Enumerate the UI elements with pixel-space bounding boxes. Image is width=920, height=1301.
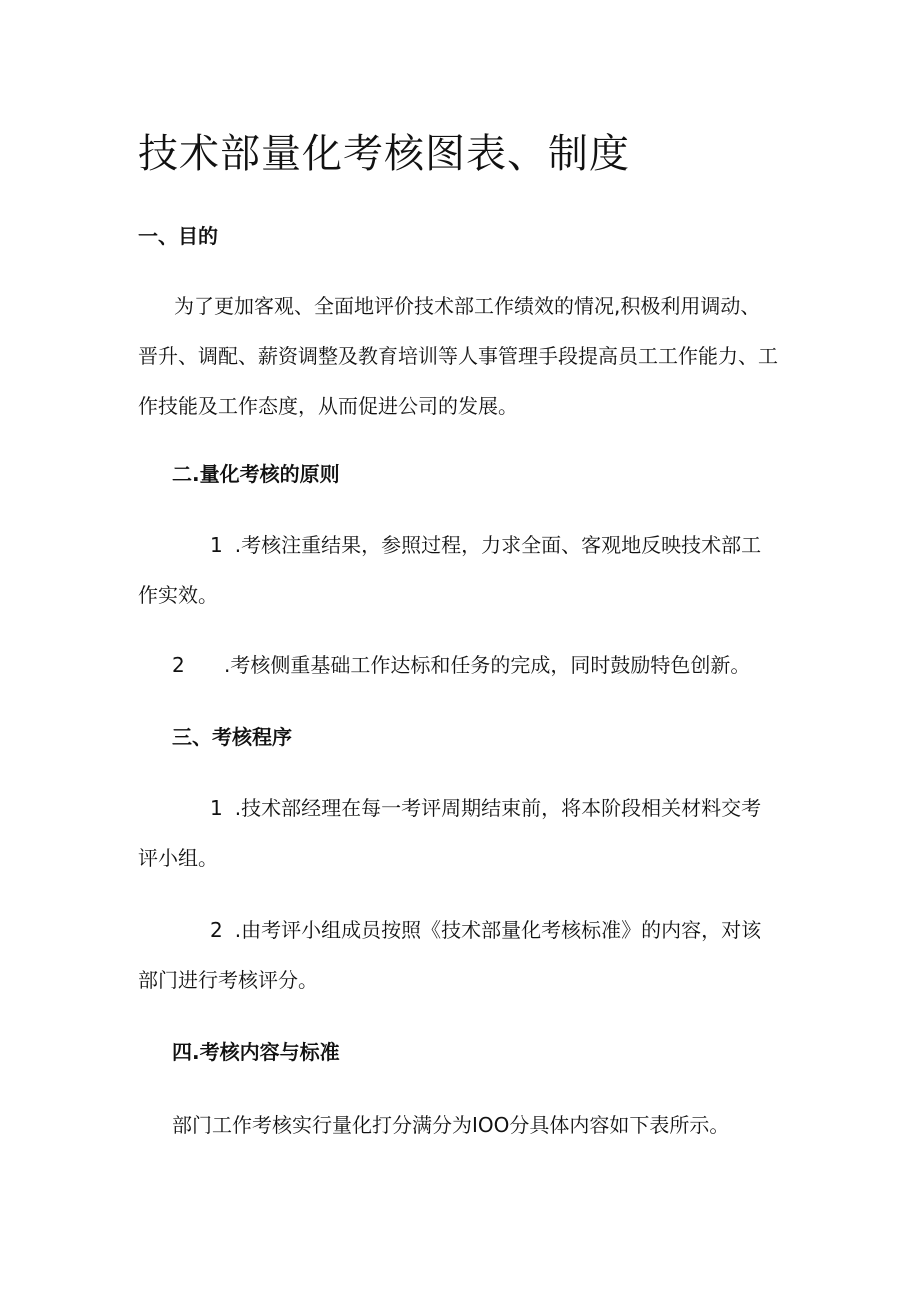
procedure-item-2 (138, 905, 778, 1005)
procedure-item-2-text: .由考评小组成员按照《技术部量化考核标准》的内容，对该部门进行考核评分。 (138, 918, 762, 992)
procedure-item-1-text: .技术部经理在每一考评周期结束前，将本阶段相关材料交考评小组。 (138, 796, 762, 870)
principles-item-2 (172, 640, 812, 690)
principles-heading-text: 二.量化考核的原则 (172, 462, 340, 486)
content-paragraph: 部门工作考核实行量化打分满分为IOO分具体内容如下表所示。 (172, 1113, 730, 1137)
principles-item-2-text: .考核侧重基础工作达标和任务的完成，同时鼓励特色创新。 (224, 653, 751, 677)
principles-item-2-number: 2 (172, 653, 185, 677)
section-heading-procedure: 三、考核程序 (172, 725, 292, 749)
principles-item-1-text: .考核注重结果，参照过程，力求全面、客观地反映技术部工作实效。 (138, 533, 762, 607)
principles-item-1-number: 1 (210, 533, 223, 557)
procedure-item-2-number: 2 (210, 918, 223, 942)
section-heading-purpose: 一、目的 (138, 224, 218, 248)
principles-item-1 (138, 520, 778, 620)
section-heading-content: 四.考核内容与标准 (172, 1040, 340, 1064)
procedure-item-1-number: 1 (210, 796, 223, 820)
procedure-item-1 (138, 783, 778, 883)
document-title: 技术部量化考核图表、制度 (138, 131, 630, 177)
section-heading-principles (172, 460, 340, 488)
purpose-paragraph: 为了更加客观、全面地评价技术部工作绩效的情况,积极利用调动、晋升、调配、薪资调整及教育培训等人事管理手段提高员工工作能力、工作技能及工作态度，从而促进公司的发展。 (138, 294, 778, 418)
